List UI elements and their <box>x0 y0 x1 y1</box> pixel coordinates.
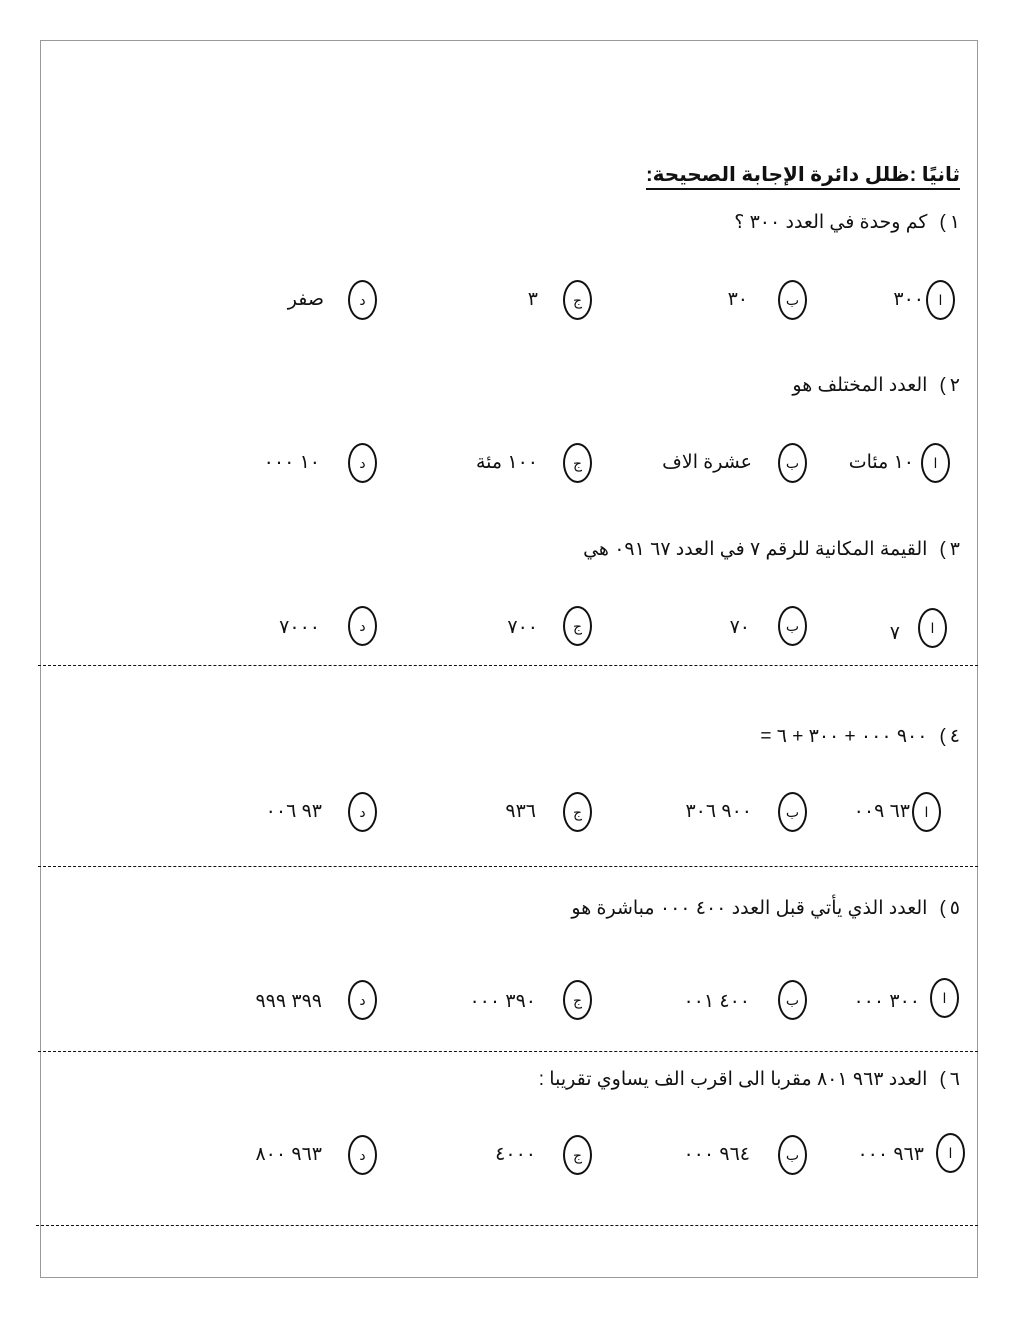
option-a-circle[interactable]: ا <box>926 280 955 320</box>
option-c-circle[interactable]: ج <box>563 980 592 1020</box>
option-c-circle[interactable]: ج <box>563 792 592 832</box>
divider <box>38 665 978 666</box>
question-number: ٣ <box>949 539 960 560</box>
option-c-circle[interactable]: ج <box>563 443 592 483</box>
option-d-circle[interactable]: د <box>348 443 377 483</box>
option-a-text: ٣٠٠ ٠٠٠ <box>853 991 920 1012</box>
divider <box>38 866 978 867</box>
option-d-text: ١٠ ٠٠٠ <box>263 452 320 473</box>
section-title: ثانيًا :ظلل دائرة الإجابة الصحيحة: <box>646 163 960 190</box>
option-d-text: صفر <box>287 289 324 310</box>
option-a-circle[interactable]: ا <box>936 1133 965 1173</box>
question-6 <box>539 1068 960 1092</box>
question-2 <box>792 374 960 398</box>
option-a-text: ٦٣ ٠٠٩ <box>853 801 910 822</box>
question-paren: ) <box>939 898 946 919</box>
option-b-circle[interactable]: ب <box>778 606 807 646</box>
option-d-text: ٩٣ ٠٠٦ <box>265 801 322 822</box>
option-b-text: ٩٦٤ ٠٠٠ <box>683 1144 750 1165</box>
question-number: ٢ <box>949 375 960 396</box>
option-d-circle[interactable]: د <box>348 606 377 646</box>
question-paren: ) <box>939 375 946 396</box>
option-d-circle[interactable]: د <box>348 280 377 320</box>
option-c-circle[interactable]: ج <box>563 280 592 320</box>
option-b-circle[interactable]: ب <box>778 1135 807 1175</box>
option-b-circle[interactable]: ب <box>778 980 807 1020</box>
question-number: ٥ <box>949 898 960 919</box>
question-text: العدد الذي يأتي قبل العدد ٤٠٠ ٠٠٠ مباشرة هو <box>571 898 928 919</box>
option-c-text: ٩٣٦ <box>505 801 536 822</box>
option-a-text: ٧ <box>889 623 900 644</box>
option-b-circle[interactable]: ب <box>778 280 807 320</box>
question-text: كم وحدة في العدد ٣٠٠ ؟ <box>734 212 928 233</box>
option-d-circle[interactable]: د <box>348 1135 377 1175</box>
option-d-text: ٩٦٣ ٨٠٠ <box>255 1144 322 1165</box>
question-paren: ) <box>939 726 946 747</box>
option-b-text: عشرة الاف <box>662 452 752 473</box>
option-b-circle[interactable]: ب <box>778 792 807 832</box>
option-c-text: ٣ <box>527 289 538 310</box>
option-a-text: ٩٦٣ ٠٠٠ <box>857 1144 924 1165</box>
option-b-text: ٧٠ <box>729 617 750 638</box>
question-paren: ) <box>939 1069 946 1090</box>
option-b-circle[interactable]: ب <box>778 443 807 483</box>
option-c-circle[interactable]: ج <box>563 606 592 646</box>
divider <box>38 1051 978 1052</box>
option-d-circle[interactable]: د <box>348 980 377 1020</box>
option-c-text: ٧٠٠ <box>507 617 538 638</box>
option-b-text: ٣٠ <box>727 289 748 310</box>
question-3 <box>583 538 960 562</box>
option-a-circle[interactable]: ا <box>921 443 950 483</box>
option-a-circle[interactable]: ا <box>912 792 941 832</box>
option-d-text: ٧٠٠٠ <box>279 617 320 638</box>
question-text: العدد ٩٦٣ ٨٠١ مقربا الى اقرب الف يساوي تقريبا : <box>538 1069 928 1090</box>
question-paren: ) <box>939 539 946 560</box>
question-4 <box>760 725 960 749</box>
option-c-text: ٣٩٠ ٠٠٠ <box>469 991 536 1012</box>
question-number: ٤ <box>949 726 960 747</box>
question-text: ٩٠٠ ٠٠٠ + ٣٠٠ + ٦ = <box>760 726 928 747</box>
option-c-text: ٤٠٠٠ <box>495 1144 536 1165</box>
option-d-text: ٣٩٩ ٩٩٩ <box>255 991 322 1012</box>
option-b-text: ٤٠٠ ٠٠١ <box>683 991 750 1012</box>
question-text: العدد المختلف هو <box>792 375 928 396</box>
option-a-circle[interactable]: ا <box>930 978 959 1018</box>
option-a-text: ١٠ مئات <box>848 452 914 473</box>
question-number: ٦ <box>949 1069 960 1090</box>
divider <box>36 1225 978 1226</box>
question-text: القيمة المكانية للرقم ٧ في العدد ٦٧ ٠٩١ هي <box>583 539 928 560</box>
option-b-text: ٩٠٠ ٣٠٦ <box>685 801 752 822</box>
question-paren: ) <box>939 212 946 233</box>
option-c-circle[interactable]: ج <box>563 1135 592 1175</box>
option-c-text: ١٠٠ مئة <box>475 452 538 473</box>
question-1 <box>734 211 960 235</box>
option-a-text: ٣٠٠ <box>893 289 924 310</box>
question-5 <box>571 897 960 921</box>
option-d-circle[interactable]: د <box>348 792 377 832</box>
option-a-circle[interactable]: ا <box>918 608 947 648</box>
question-number: ١ <box>949 212 960 233</box>
